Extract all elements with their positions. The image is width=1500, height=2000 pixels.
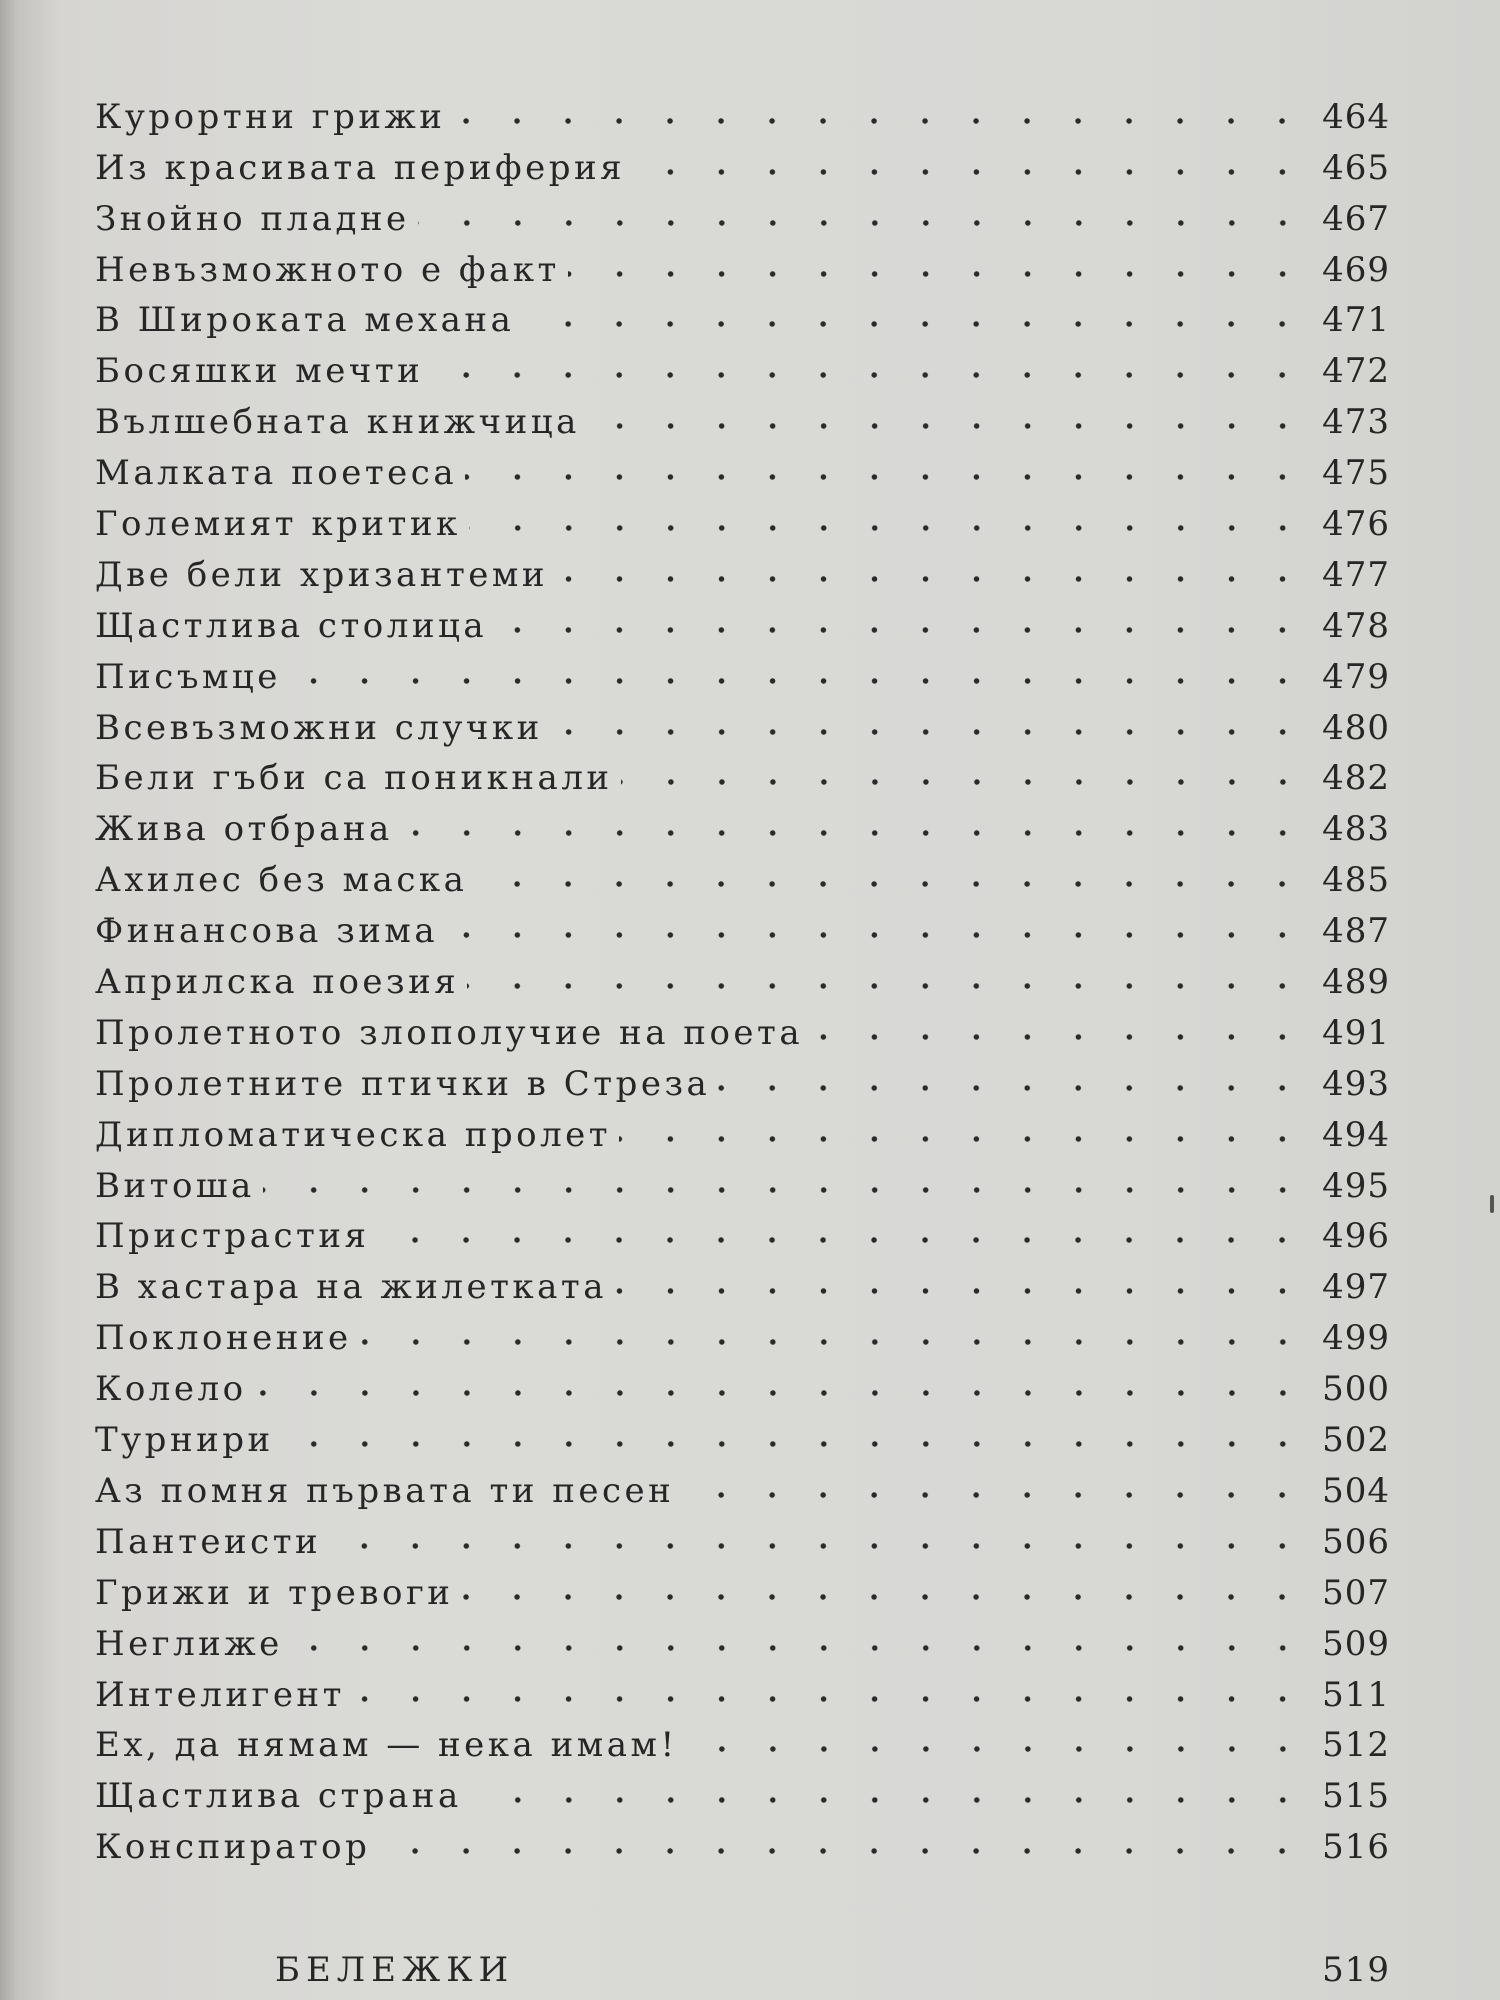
toc-entry-title: Финансова зима — [95, 911, 439, 952]
toc-entry-title: Априлска поезия — [95, 962, 460, 1003]
dot-leader — [263, 1184, 1308, 1196]
toc-entry-page: 487 — [1322, 911, 1390, 952]
toc-entry-page: 506 — [1322, 1521, 1390, 1562]
dot-leader — [461, 1591, 1308, 1603]
toc-entry-title: Малката поетеса — [95, 453, 458, 494]
dot-leader — [431, 369, 1308, 381]
table-of-contents — [95, 86, 1390, 1867]
toc-entry — [95, 595, 1390, 646]
toc-entry-title: Из красивата периферия — [95, 147, 626, 188]
dot-leader — [568, 268, 1308, 280]
toc-entry — [95, 1002, 1390, 1053]
toc-entry — [95, 86, 1390, 137]
toc-entry-page: 515 — [1322, 1776, 1390, 1817]
dot-leader — [619, 1133, 1308, 1145]
toc-entry-page: 479 — [1322, 656, 1390, 697]
toc-entry-title: Жива отбрана — [95, 809, 393, 850]
toc-entry — [95, 1715, 1390, 1766]
toc-entry-page: 509 — [1322, 1623, 1390, 1664]
toc-entry-title: Грижи и тревоги — [95, 1572, 454, 1613]
toc-entry — [95, 1256, 1390, 1307]
toc-entry — [95, 1358, 1390, 1409]
toc-entry — [95, 290, 1390, 341]
toc-entry — [95, 391, 1390, 442]
page-edge-mark — [1490, 1195, 1494, 1213]
toc-entry-title: Писъмце — [95, 656, 281, 697]
toc-entry-page: 485 — [1322, 860, 1390, 901]
dot-leader — [588, 420, 1308, 432]
toc-entry — [95, 1562, 1390, 1613]
dot-leader — [418, 217, 1308, 229]
toc-entry-title: Конспиратор — [95, 1827, 371, 1868]
toc-entry — [95, 900, 1390, 951]
toc-entry-page: 497 — [1322, 1267, 1390, 1308]
toc-entry-page: 499 — [1322, 1318, 1390, 1359]
toc-entry-title: Босяшки мечти — [95, 351, 424, 392]
toc-entry-title: Дипломатическа пролет — [95, 1114, 612, 1155]
dot-leader — [615, 1285, 1308, 1297]
toc-entry-title: Пролетното злополучие на поета — [95, 1012, 804, 1053]
dot-leader — [469, 522, 1308, 534]
dot-leader — [282, 1438, 1308, 1450]
toc-entry-page: 511 — [1322, 1674, 1390, 1715]
toc-entry-title: Пристрастия — [95, 1216, 370, 1257]
toc-entry — [95, 1053, 1390, 1104]
toc-entry-title: Бели гъби са поникнали — [95, 758, 613, 799]
toc-entry — [95, 798, 1390, 849]
toc-entry — [95, 1155, 1390, 1206]
toc-entry-page: 482 — [1322, 758, 1390, 799]
toc-entry-page: 495 — [1322, 1165, 1390, 1206]
notes-entry — [95, 1950, 1390, 2000]
dot-leader — [401, 827, 1308, 839]
toc-entry-title: Щастлива столица — [95, 605, 488, 646]
toc-entry-page: 472 — [1322, 351, 1390, 392]
toc-entry-page: 478 — [1322, 605, 1390, 646]
toc-entry-title: Знойно пладне — [95, 198, 410, 239]
dot-leader — [686, 1743, 1308, 1755]
dot-leader — [377, 1234, 1308, 1246]
dot-leader — [353, 1693, 1308, 1705]
dot-leader — [621, 776, 1308, 788]
dot-leader — [453, 115, 1308, 127]
dot-leader — [255, 1387, 1308, 1399]
toc-entry-page: 516 — [1322, 1827, 1390, 1868]
dot-leader — [329, 1540, 1308, 1552]
toc-entry-page: 504 — [1322, 1470, 1390, 1511]
toc-entry-page: 467 — [1322, 198, 1390, 239]
toc-entry-page: 477 — [1322, 554, 1390, 595]
toc-entry-title: В Широката механа — [95, 300, 515, 341]
dot-leader — [467, 980, 1308, 992]
toc-entry-title: Пролетните птички в Стреза — [95, 1063, 711, 1104]
toc-entry-page: 464 — [1322, 96, 1390, 137]
dot-leader — [470, 1794, 1308, 1806]
toc-entry — [95, 1460, 1390, 1511]
toc-entry — [95, 1511, 1390, 1562]
toc-entry-title: Всевъзможни случки — [95, 707, 543, 748]
dot-leader — [289, 675, 1308, 687]
toc-entry-title: Големият критик — [95, 504, 461, 545]
toc-entry — [95, 1816, 1390, 1867]
toc-entry-page: 465 — [1322, 147, 1390, 188]
toc-entry — [95, 137, 1390, 188]
notes-page: 519 — [1322, 1950, 1390, 1990]
toc-entry — [95, 1613, 1390, 1664]
dot-leader — [495, 624, 1308, 636]
toc-entry-page: 491 — [1322, 1012, 1390, 1053]
toc-entry-title: Ахилес без маска — [95, 860, 468, 901]
notes-title: БЕЛЕЖКИ — [275, 1950, 515, 1990]
toc-entry-page: 500 — [1322, 1369, 1390, 1410]
toc-entry-title: Невъзможното е факт — [95, 249, 560, 290]
toc-entry-page: 512 — [1322, 1725, 1390, 1766]
dot-leader — [291, 1642, 1308, 1654]
toc-entry — [95, 697, 1390, 748]
toc-entry-title: Вълшебната книжчица — [95, 402, 580, 443]
toc-entry-page: 476 — [1322, 504, 1390, 545]
toc-entry — [95, 1206, 1390, 1257]
toc-entry — [95, 748, 1390, 799]
toc-entry-title: Пантеисти — [95, 1521, 322, 1562]
toc-entry-title: Аз помня първата ти песен — [95, 1470, 675, 1511]
toc-entry-page: 493 — [1322, 1063, 1390, 1104]
dot-leader — [718, 1082, 1308, 1094]
toc-entry-title: Ех, да нямам — нека имам! — [95, 1725, 678, 1766]
toc-entry-title: Интелигент — [95, 1674, 345, 1715]
dot-leader — [633, 166, 1308, 178]
dot-leader — [556, 573, 1308, 585]
dot-leader — [378, 1845, 1308, 1857]
toc-entry-title: Щастлива страна — [95, 1776, 462, 1817]
toc-entry-page: 496 — [1322, 1216, 1390, 1257]
toc-entry-title: Курортни грижи — [95, 96, 446, 137]
toc-entry-title: Витоша — [95, 1165, 255, 1206]
toc-entry — [95, 493, 1390, 544]
dot-leader — [522, 318, 1308, 330]
toc-entry — [95, 646, 1390, 697]
dot-leader — [360, 1336, 1308, 1348]
toc-entry — [95, 188, 1390, 239]
toc-entry — [95, 1664, 1390, 1715]
dot-leader — [551, 726, 1308, 738]
toc-entry — [95, 1409, 1390, 1460]
toc-entry-title: В хастара на жилетката — [95, 1267, 608, 1308]
toc-entry-page: 507 — [1322, 1572, 1390, 1613]
toc-entry-title: Колело — [95, 1369, 247, 1410]
toc-entry-page: 473 — [1322, 402, 1390, 443]
toc-entry-title: Две бели хризантеми — [95, 554, 548, 595]
toc-entry — [95, 544, 1390, 595]
toc-entry-page: 480 — [1322, 707, 1390, 748]
toc-entry — [95, 1307, 1390, 1358]
toc-entry — [95, 239, 1390, 290]
dot-leader — [682, 1489, 1308, 1501]
toc-entry-title: Поклонение — [95, 1318, 352, 1359]
toc-entry-page: 489 — [1322, 962, 1390, 1003]
dot-leader — [465, 471, 1308, 483]
toc-entry — [95, 1104, 1390, 1155]
dot-leader — [446, 929, 1308, 941]
dot-leader — [475, 878, 1308, 890]
toc-entry-page: 469 — [1322, 249, 1390, 290]
toc-entry-page: 483 — [1322, 809, 1390, 850]
toc-entry-title: Неглиже — [95, 1623, 283, 1664]
toc-entry-page: 502 — [1322, 1420, 1390, 1461]
toc-entry-page: 475 — [1322, 453, 1390, 494]
dot-leader — [811, 1031, 1308, 1043]
toc-entry — [95, 849, 1390, 900]
toc-entry-page: 471 — [1322, 300, 1390, 341]
toc-entry — [95, 951, 1390, 1002]
toc-entry-title: Турнири — [95, 1420, 274, 1461]
toc-entry-page: 494 — [1322, 1114, 1390, 1155]
toc-entry — [95, 1765, 1390, 1816]
toc-entry — [95, 442, 1390, 493]
toc-entry — [95, 340, 1390, 391]
